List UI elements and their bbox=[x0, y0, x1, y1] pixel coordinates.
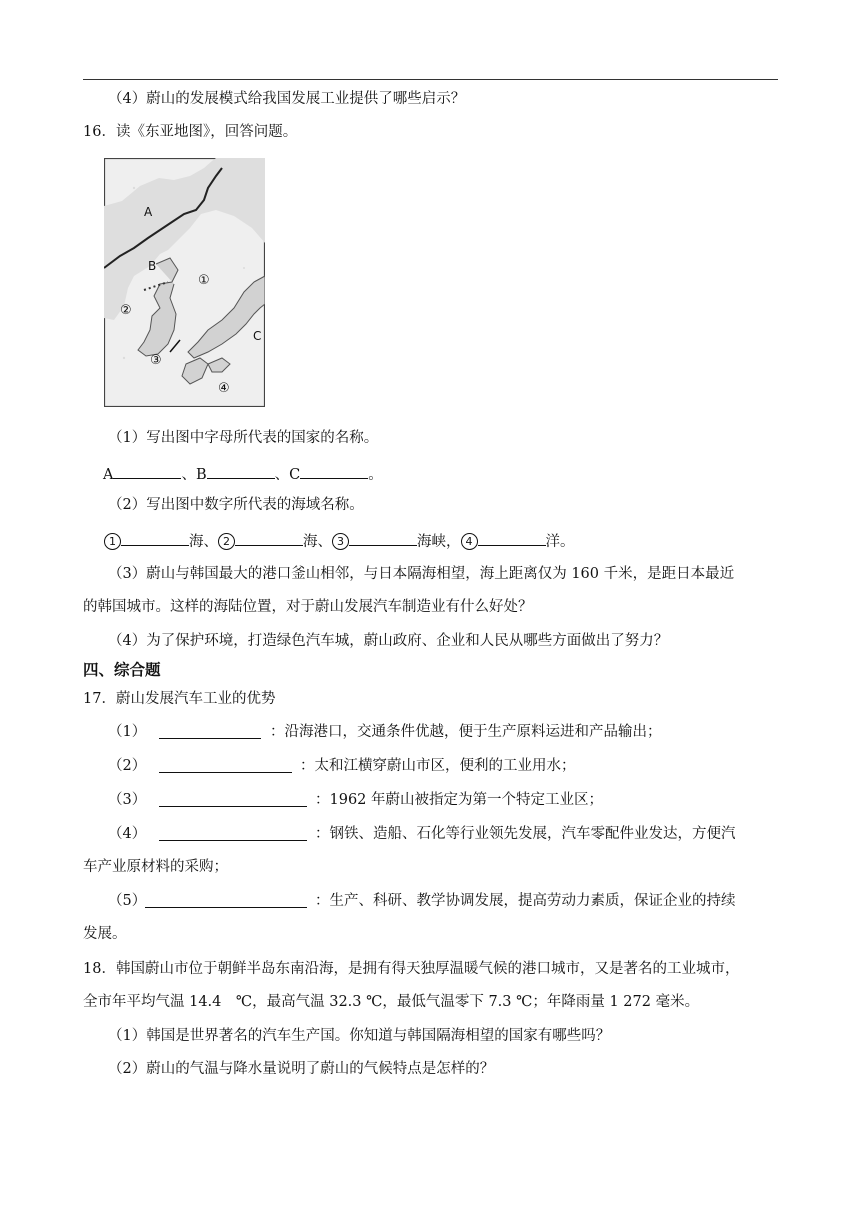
q16-part1: （1）写出图中字母所代表的国家的名称。 bbox=[108, 430, 379, 446]
answer-label-b: 、B bbox=[181, 467, 207, 483]
q17-item4-blank[interactable] bbox=[159, 824, 307, 841]
q17-item4-num: （4） bbox=[108, 826, 147, 842]
q16-part3-line2: 的韩国城市。这样的海陆位置，对于蔚山发展汽车制造业有什么好处？ bbox=[83, 599, 533, 615]
sea-blank-4[interactable] bbox=[478, 529, 546, 546]
q17-item4-cont: 车产业原材料的采购； bbox=[83, 859, 228, 875]
q17-item2-num: （2） bbox=[108, 758, 147, 774]
q17-title: 17．蔚山发展汽车工业的优势 bbox=[83, 691, 276, 707]
q17-item2-text: ：太和江横穿蔚山市区，便利的工业用水； bbox=[300, 758, 576, 774]
map-label-b: B bbox=[148, 259, 157, 273]
q18-part2: （2）蔚山的气温与降水量说明了蔚山的气候特点是怎样的？ bbox=[108, 1061, 495, 1077]
q16-part1-answers bbox=[103, 462, 383, 485]
q17-item5-num: （5） bbox=[108, 893, 147, 909]
map-label-c: C bbox=[253, 329, 262, 343]
q16-part4: （4）为了保护环境，打造绿色汽车城，蔚山政府、企业和人民从哪些方面做出了努力？ bbox=[108, 633, 669, 649]
sea-blank-2[interactable] bbox=[235, 529, 303, 546]
q17-item3-text: ：1962 年蔚山被指定为第一个特定工业区； bbox=[315, 792, 604, 808]
q18-line1: 18．韩国蔚山市位于朝鲜半岛东南沿海，是拥有得天独厚温暖气候的港口城市，又是著名的工业城市， bbox=[83, 961, 740, 977]
sea-suffix-3: 海峡， bbox=[417, 534, 461, 550]
answer-blank-b[interactable] bbox=[207, 462, 275, 479]
q16-part3-line1: （3）蔚山与韩国最大的港口釜山相邻，与日本隔海相望，海上距离仅为 160 千米，是距日本最近 bbox=[108, 566, 735, 582]
circled-num-2: 2 bbox=[218, 533, 235, 550]
map-label-4: ④ bbox=[218, 381, 230, 396]
q17-item4-text: ：钢铁、造船、石化等行业领先发展，汽车零配件业发达，方便汽 bbox=[315, 826, 736, 842]
map-label-a: A bbox=[144, 205, 153, 219]
sea-suffix-4: 洋。 bbox=[545, 534, 575, 550]
sea-blank-1[interactable] bbox=[121, 529, 189, 546]
q18-part1: （1）韩国是世界著名的汽车生产国。你知道与韩国隔海相望的国家有哪些吗？ bbox=[108, 1028, 611, 1044]
q17-item2-blank[interactable] bbox=[159, 756, 292, 773]
circled-num-3: 3 bbox=[332, 533, 349, 550]
answer-blank-c[interactable] bbox=[300, 462, 368, 479]
q16-title: 16．读《东亚地图》，回答问题。 bbox=[83, 124, 298, 140]
q17-item3-blank[interactable] bbox=[159, 790, 307, 807]
q17-item1-blank[interactable] bbox=[159, 722, 261, 739]
q17-item1-num: （1） bbox=[108, 724, 147, 740]
q17-item5-text: ：生产、科研、教学协调发展，提高劳动力素质，保证企业的持续 bbox=[315, 893, 736, 909]
q16-part2: （2）写出图中数字所代表的海域名称。 bbox=[108, 497, 364, 513]
answer-label-c: 、C bbox=[274, 467, 301, 483]
q17-item5-blank[interactable] bbox=[145, 891, 307, 908]
section-heading: 四、综合题 bbox=[83, 661, 161, 679]
q17-item3-num: （3） bbox=[108, 792, 147, 808]
answer-end: 。 bbox=[368, 467, 383, 483]
header-rule bbox=[83, 79, 778, 80]
map-label-2: ② bbox=[120, 303, 132, 318]
sea-suffix-1: 海、 bbox=[189, 534, 218, 550]
circled-num-1: 1 bbox=[104, 533, 121, 550]
sea-suffix-2: 海、 bbox=[303, 534, 332, 550]
map-label-1: ① bbox=[198, 273, 210, 288]
map-label-3: ③ bbox=[150, 353, 162, 368]
q17-item1-text: ：沿海港口，交通条件优越，便于生产原料运进和产品输出； bbox=[270, 724, 662, 740]
sea-blank-3[interactable] bbox=[349, 529, 417, 546]
q16-part2-answers bbox=[104, 529, 575, 552]
q17-item5-cont: 发展。 bbox=[83, 926, 127, 942]
q15-part4: （4）蔚山的发展模式给我国发展工业提供了哪些启示？ bbox=[108, 91, 466, 107]
answer-label-a: A bbox=[103, 467, 114, 483]
east-asia-map bbox=[104, 158, 265, 407]
circled-num-4: 4 bbox=[461, 533, 478, 550]
q18-line2: 全市年平均气温 14.4 ℃，最高气温 32.3 ℃，最低气温零下 7.3 ℃；年降雨量 1 272 毫米。 bbox=[83, 994, 700, 1010]
answer-blank-a[interactable] bbox=[113, 462, 181, 479]
